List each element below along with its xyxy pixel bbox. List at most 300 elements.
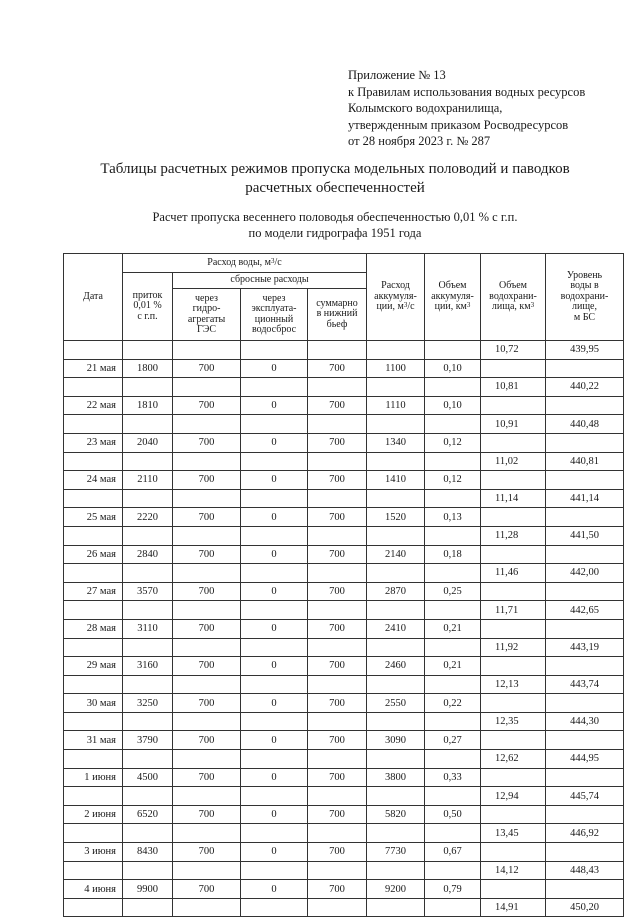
spillway-cell: 0	[241, 805, 308, 824]
water-level-cell: 441,14	[546, 489, 624, 508]
accum-flow-cell: 9200	[367, 880, 425, 899]
inflow-cell: 1810	[123, 396, 173, 415]
inflow-cell: 3250	[123, 694, 173, 713]
table-header	[64, 254, 624, 341]
water-level-cell: 444,30	[546, 712, 624, 731]
empty-cell	[425, 489, 481, 508]
day-row	[64, 396, 624, 415]
empty-cell	[123, 675, 173, 694]
caption-line-1: Расчет пропуска весеннего половодья обеспеченностью 0,01 % с г.п.	[152, 210, 518, 224]
empty-cell	[123, 415, 173, 434]
empty-cell	[481, 694, 546, 713]
date-cell: 30 мая	[64, 694, 123, 713]
empty-cell	[481, 657, 546, 676]
water-level-cell: 448,43	[546, 861, 624, 880]
reservoir-volume-cell: 12,62	[481, 750, 546, 769]
empty-cell	[367, 601, 425, 620]
header-turbines: через гидро- агрегаты ГЭС	[173, 289, 241, 341]
reservoir-volume-cell: 10,81	[481, 378, 546, 397]
accum-flow-cell: 3090	[367, 731, 425, 750]
empty-cell	[367, 750, 425, 769]
inflow-cell: 2110	[123, 471, 173, 490]
turbines-cell: 700	[173, 805, 241, 824]
empty-cell	[123, 787, 173, 806]
date-cell: 2 июня	[64, 805, 123, 824]
empty-cell	[173, 526, 241, 545]
state-row	[64, 898, 624, 917]
accum-flow-cell: 2870	[367, 582, 425, 601]
empty-cell	[546, 843, 624, 862]
empty-cell	[64, 675, 123, 694]
empty-cell	[481, 731, 546, 750]
empty-cell	[64, 341, 123, 360]
spillway-cell: 0	[241, 433, 308, 452]
total-discharge-cell: 700	[308, 768, 367, 787]
date-cell: 21 мая	[64, 359, 123, 378]
empty-cell	[64, 415, 123, 434]
empty-cell	[481, 582, 546, 601]
inflow-cell: 8430	[123, 843, 173, 862]
state-row	[64, 675, 624, 694]
empty-cell	[64, 861, 123, 880]
inflow-cell: 3790	[123, 731, 173, 750]
accum-flow-cell: 5820	[367, 805, 425, 824]
water-level-cell: 443,74	[546, 675, 624, 694]
empty-cell	[123, 341, 173, 360]
empty-cell	[64, 898, 123, 917]
date-cell: 25 мая	[64, 508, 123, 527]
empty-cell	[425, 750, 481, 769]
turbines-cell: 700	[173, 471, 241, 490]
header-water-level: Уровень воды в водохрани- лище, м БС	[546, 254, 624, 341]
header-inflow: приток 0,01 % с г.п.	[123, 273, 173, 341]
appendix-number: Приложение № 13	[348, 68, 446, 82]
accum-volume-cell: 0,13	[425, 508, 481, 527]
empty-cell	[308, 378, 367, 397]
reservoir-volume-cell: 11,28	[481, 526, 546, 545]
table-caption	[40, 209, 630, 241]
empty-cell	[367, 415, 425, 434]
empty-cell	[173, 415, 241, 434]
state-row	[64, 341, 624, 360]
accum-flow-cell: 3800	[367, 768, 425, 787]
day-row	[64, 619, 624, 638]
reservoir-volume-cell: 11,71	[481, 601, 546, 620]
empty-cell	[425, 452, 481, 471]
state-row	[64, 378, 624, 397]
spillway-cell: 0	[241, 508, 308, 527]
spillway-cell: 0	[241, 694, 308, 713]
water-level-cell: 439,95	[546, 341, 624, 360]
inflow-cell: 6520	[123, 805, 173, 824]
empty-cell	[308, 712, 367, 731]
accum-flow-cell: 2550	[367, 694, 425, 713]
empty-cell	[308, 452, 367, 471]
turbines-cell: 700	[173, 619, 241, 638]
empty-cell	[425, 564, 481, 583]
total-discharge-cell: 700	[308, 805, 367, 824]
empty-cell	[123, 861, 173, 880]
turbines-cell: 700	[173, 694, 241, 713]
empty-cell	[173, 750, 241, 769]
state-row	[64, 564, 624, 583]
turbines-cell: 700	[173, 508, 241, 527]
empty-cell	[367, 861, 425, 880]
spillway-cell: 0	[241, 471, 308, 490]
empty-cell	[123, 378, 173, 397]
empty-cell	[546, 359, 624, 378]
empty-cell	[64, 452, 123, 471]
title-line-2: расчетных обеспеченностей	[245, 179, 425, 196]
empty-cell	[367, 526, 425, 545]
empty-cell	[173, 675, 241, 694]
date-cell: 27 мая	[64, 582, 123, 601]
empty-cell	[546, 545, 624, 564]
day-row	[64, 843, 624, 862]
empty-cell	[425, 378, 481, 397]
empty-cell	[367, 564, 425, 583]
empty-cell	[241, 787, 308, 806]
turbines-cell: 700	[173, 545, 241, 564]
empty-cell	[123, 564, 173, 583]
date-cell: 22 мая	[64, 396, 123, 415]
accum-flow-cell: 1110	[367, 396, 425, 415]
date-cell: 28 мая	[64, 619, 123, 638]
total-discharge-cell: 700	[308, 433, 367, 452]
appendix-rules: к Правилам использования водных ресурсов	[348, 84, 586, 99]
empty-cell	[546, 657, 624, 676]
day-row	[64, 768, 624, 787]
accum-volume-cell: 0,10	[425, 396, 481, 415]
header-flow-group: Расход воды, $м^3/с$	[123, 254, 367, 273]
empty-cell	[367, 638, 425, 657]
empty-cell	[64, 601, 123, 620]
spillway-cell: 0	[241, 619, 308, 638]
accum-volume-cell: 0,27	[425, 731, 481, 750]
empty-cell	[64, 378, 123, 397]
inflow-cell: 3570	[123, 582, 173, 601]
total-discharge-cell: 700	[308, 471, 367, 490]
spillway-cell: 0	[241, 582, 308, 601]
empty-cell	[64, 526, 123, 545]
empty-cell	[481, 396, 546, 415]
accum-volume-cell: 0,21	[425, 657, 481, 676]
empty-cell	[241, 638, 308, 657]
header-accum-volume: Объем аккумуля- ции, $км^3$	[425, 254, 481, 341]
inflow-cell: 1800	[123, 359, 173, 378]
accum-volume-cell: 0,79	[425, 880, 481, 899]
inflow-cell: 3160	[123, 657, 173, 676]
empty-cell	[481, 508, 546, 527]
header-total-discharge: суммарно в нижний бьеф	[308, 289, 367, 341]
accum-flow-cell: 7730	[367, 843, 425, 862]
state-row	[64, 787, 624, 806]
state-row	[64, 638, 624, 657]
inflow-cell: 2840	[123, 545, 173, 564]
empty-cell	[546, 880, 624, 899]
reservoir-volume-cell: 12,13	[481, 675, 546, 694]
state-row	[64, 750, 624, 769]
reservoir-volume-cell: 13,45	[481, 824, 546, 843]
reservoir-volume-cell: 14,91	[481, 898, 546, 917]
accum-volume-cell: 0,12	[425, 471, 481, 490]
empty-cell	[481, 768, 546, 787]
appendix-note	[348, 67, 585, 150]
empty-cell	[64, 712, 123, 731]
empty-cell	[425, 712, 481, 731]
empty-cell	[481, 880, 546, 899]
water-level-cell: 440,81	[546, 452, 624, 471]
empty-cell	[546, 508, 624, 527]
state-row	[64, 489, 624, 508]
empty-cell	[308, 489, 367, 508]
state-row	[64, 824, 624, 843]
empty-cell	[241, 489, 308, 508]
turbines-cell: 700	[173, 396, 241, 415]
accum-volume-cell: 0,25	[425, 582, 481, 601]
empty-cell	[546, 471, 624, 490]
water-level-cell: 440,22	[546, 378, 624, 397]
accum-volume-cell: 0,50	[425, 805, 481, 824]
date-cell: 29 мая	[64, 657, 123, 676]
empty-cell	[123, 638, 173, 657]
total-discharge-cell: 700	[308, 359, 367, 378]
empty-cell	[173, 638, 241, 657]
reservoir-volume-cell: 11,92	[481, 638, 546, 657]
appendix-order: утвержденным приказом Росводресурсов	[348, 117, 569, 132]
empty-cell	[425, 341, 481, 360]
day-row	[64, 471, 624, 490]
day-row	[64, 694, 624, 713]
empty-cell	[241, 675, 308, 694]
accum-volume-cell: 0,67	[425, 843, 481, 862]
day-row	[64, 805, 624, 824]
state-row	[64, 712, 624, 731]
empty-cell	[173, 601, 241, 620]
empty-cell	[425, 638, 481, 657]
appendix-date: от 28 ноября 2023 г. № 287	[348, 134, 491, 148]
header-discharge-group: сбросные расходы	[173, 273, 367, 289]
reservoir-volume-cell: 14,12	[481, 861, 546, 880]
empty-cell	[481, 433, 546, 452]
day-row	[64, 433, 624, 452]
date-cell: 24 мая	[64, 471, 123, 490]
reservoir-volume-cell: 10,91	[481, 415, 546, 434]
empty-cell	[308, 601, 367, 620]
day-row	[64, 657, 624, 676]
empty-cell	[481, 619, 546, 638]
empty-cell	[241, 564, 308, 583]
empty-cell	[425, 526, 481, 545]
empty-cell	[367, 675, 425, 694]
day-row	[64, 880, 624, 899]
accum-volume-cell: 0,18	[425, 545, 481, 564]
empty-cell	[367, 787, 425, 806]
water-level-cell: 442,00	[546, 564, 624, 583]
empty-cell	[173, 824, 241, 843]
total-discharge-cell: 700	[308, 843, 367, 862]
empty-cell	[308, 341, 367, 360]
empty-cell	[241, 452, 308, 471]
inflow-cell: 4500	[123, 768, 173, 787]
turbines-cell: 700	[173, 731, 241, 750]
empty-cell	[367, 489, 425, 508]
empty-cell	[425, 787, 481, 806]
empty-cell	[173, 341, 241, 360]
empty-cell	[241, 378, 308, 397]
empty-cell	[308, 675, 367, 694]
reservoir-volume-cell: 10,72	[481, 341, 546, 360]
date-cell: 23 мая	[64, 433, 123, 452]
spillway-cell: 0	[241, 545, 308, 564]
empty-cell	[481, 843, 546, 862]
empty-cell	[481, 805, 546, 824]
total-discharge-cell: 700	[308, 657, 367, 676]
empty-cell	[241, 861, 308, 880]
empty-cell	[123, 489, 173, 508]
header-spillway: через эксплуата- ционный водосброс	[241, 289, 308, 341]
empty-cell	[367, 712, 425, 731]
empty-cell	[123, 526, 173, 545]
empty-cell	[308, 638, 367, 657]
empty-cell	[308, 415, 367, 434]
accum-volume-cell: 0,10	[425, 359, 481, 378]
empty-cell	[64, 824, 123, 843]
day-row	[64, 731, 624, 750]
table-body	[64, 341, 624, 917]
empty-cell	[481, 359, 546, 378]
empty-cell	[173, 489, 241, 508]
document-title	[40, 160, 630, 197]
water-level-cell: 440,48	[546, 415, 624, 434]
water-level-cell: 441,50	[546, 526, 624, 545]
state-row	[64, 861, 624, 880]
total-discharge-cell: 700	[308, 545, 367, 564]
empty-cell	[123, 601, 173, 620]
accum-flow-cell: 1410	[367, 471, 425, 490]
empty-cell	[241, 526, 308, 545]
empty-cell	[308, 787, 367, 806]
turbines-cell: 700	[173, 657, 241, 676]
total-discharge-cell: 700	[308, 731, 367, 750]
empty-cell	[173, 452, 241, 471]
empty-cell	[308, 898, 367, 917]
reservoir-volume-cell: 12,35	[481, 712, 546, 731]
empty-cell	[123, 452, 173, 471]
inflow-cell: 2040	[123, 433, 173, 452]
accum-flow-cell: 2140	[367, 545, 425, 564]
empty-cell	[308, 750, 367, 769]
empty-cell	[123, 712, 173, 731]
empty-cell	[425, 824, 481, 843]
empty-cell	[173, 712, 241, 731]
appendix-reservoir: Колымского водохранилища,	[348, 101, 503, 115]
reservoir-volume-cell: 11,02	[481, 452, 546, 471]
state-row	[64, 452, 624, 471]
empty-cell	[64, 564, 123, 583]
empty-cell	[546, 396, 624, 415]
empty-cell	[425, 898, 481, 917]
empty-cell	[546, 582, 624, 601]
empty-cell	[123, 824, 173, 843]
empty-cell	[64, 638, 123, 657]
empty-cell	[308, 824, 367, 843]
total-discharge-cell: 700	[308, 619, 367, 638]
spillway-cell: 0	[241, 843, 308, 862]
turbines-cell: 700	[173, 359, 241, 378]
empty-cell	[367, 452, 425, 471]
water-level-cell: 444,95	[546, 750, 624, 769]
state-row	[64, 526, 624, 545]
spillway-cell: 0	[241, 359, 308, 378]
reservoir-volume-cell: 11,46	[481, 564, 546, 583]
total-discharge-cell: 700	[308, 582, 367, 601]
header-accum-flow: Расход аккумуля- ции, $м^3/с$	[367, 254, 425, 341]
empty-cell	[546, 694, 624, 713]
empty-cell	[64, 750, 123, 769]
day-row	[64, 582, 624, 601]
empty-cell	[64, 489, 123, 508]
accum-volume-cell: 0,22	[425, 694, 481, 713]
empty-cell	[546, 731, 624, 750]
empty-cell	[546, 433, 624, 452]
turbines-cell: 700	[173, 768, 241, 787]
water-level-cell: 445,74	[546, 787, 624, 806]
accum-volume-cell: 0,12	[425, 433, 481, 452]
empty-cell	[425, 861, 481, 880]
spillway-cell: 0	[241, 880, 308, 899]
empty-cell	[308, 564, 367, 583]
date-cell: 3 июня	[64, 843, 123, 862]
empty-cell	[546, 805, 624, 824]
water-level-cell: 450,20	[546, 898, 624, 917]
empty-cell	[308, 861, 367, 880]
empty-cell	[64, 787, 123, 806]
empty-cell	[123, 898, 173, 917]
reservoir-regime-table	[63, 253, 624, 917]
spillway-cell: 0	[241, 731, 308, 750]
turbines-cell: 700	[173, 843, 241, 862]
empty-cell	[241, 750, 308, 769]
empty-cell	[367, 824, 425, 843]
empty-cell	[241, 601, 308, 620]
turbines-cell: 700	[173, 582, 241, 601]
water-level-cell: 446,92	[546, 824, 624, 843]
empty-cell	[308, 526, 367, 545]
empty-cell	[367, 898, 425, 917]
day-row	[64, 508, 624, 527]
empty-cell	[425, 675, 481, 694]
empty-cell	[241, 712, 308, 731]
date-cell: 1 июня	[64, 768, 123, 787]
empty-cell	[425, 601, 481, 620]
turbines-cell: 700	[173, 433, 241, 452]
empty-cell	[173, 861, 241, 880]
day-row	[64, 359, 624, 378]
accum-volume-cell: 0,33	[425, 768, 481, 787]
water-level-cell: 443,19	[546, 638, 624, 657]
state-row	[64, 601, 624, 620]
inflow-cell: 3110	[123, 619, 173, 638]
empty-cell	[367, 341, 425, 360]
empty-cell	[367, 378, 425, 397]
date-cell: 26 мая	[64, 545, 123, 564]
accum-flow-cell: 1520	[367, 508, 425, 527]
empty-cell	[123, 750, 173, 769]
empty-cell	[241, 824, 308, 843]
empty-cell	[241, 341, 308, 360]
spillway-cell: 0	[241, 768, 308, 787]
